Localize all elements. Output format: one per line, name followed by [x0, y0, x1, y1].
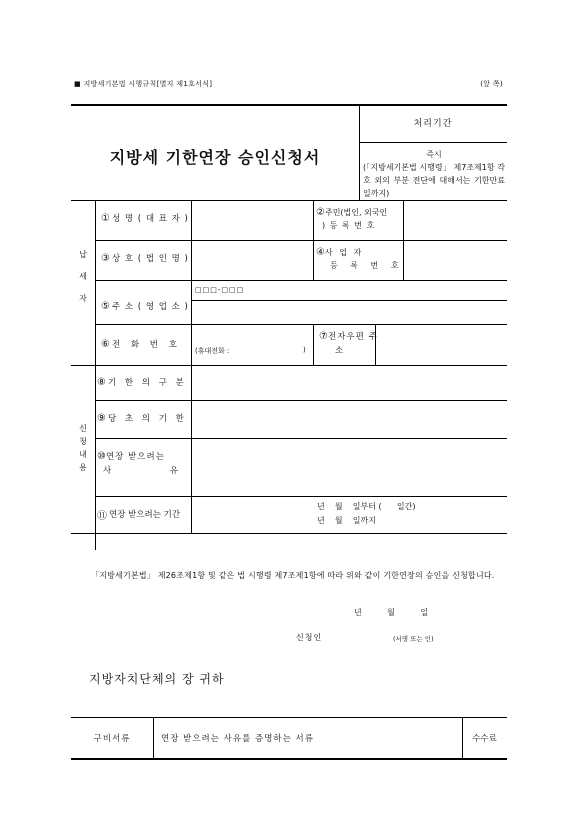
field-name-label — [101, 206, 189, 230]
num-8: ⑧ — [97, 376, 106, 388]
field-phone-label — [101, 332, 181, 356]
required-docs-label: 구비서류 — [93, 733, 131, 744]
original-label-text: 당 초 의 기 한 — [107, 414, 187, 424]
application-section-text: 신청내용 — [79, 424, 87, 472]
processing-condition: (「지방세기본법 시행령」 제7조제1항 각 호 외의 부분 전단에 대해서는 기한만료일까지) — [363, 163, 505, 198]
field-email-label — [319, 330, 378, 358]
field-resident-label — [316, 206, 387, 232]
form-reference: ■ 지방세기본법 시행규칙[별지 제1호서식] — [74, 80, 213, 88]
period-label-text: 연장 받으려는 기간 — [109, 510, 181, 520]
taxpayer-section-text: 납세자 — [79, 250, 87, 303]
field-address-label — [101, 294, 189, 318]
biz-label-2: 등 록 번 호 — [330, 261, 404, 270]
biz-label-1: 사 업 자 — [324, 248, 364, 257]
field-biz-reg-label — [316, 246, 404, 272]
trade-label-text: 상 호 ( 법 인 명 ) — [111, 254, 189, 264]
num-11: ⑪ — [97, 510, 107, 522]
field-original-deadline-label — [97, 406, 187, 430]
num-9: ⑨ — [97, 412, 106, 424]
application-section-label — [71, 422, 95, 479]
period-to-line: 년 월 일까지 — [317, 516, 376, 525]
mobile-phone-close: ) — [303, 346, 306, 354]
field-period-label — [97, 502, 180, 526]
application-form — [71, 104, 507, 760]
category-label-text: 기 한 의 구 분 — [107, 378, 187, 388]
application-statement: 「지방세기본법」 제26조제1항 및 같은 법 시행령 제7조제1항에 따라 위와 같이 기한연장의 승인을 신청합니다. — [91, 571, 495, 580]
processing-period-note — [363, 148, 505, 200]
num-5: ⑤ — [101, 300, 110, 312]
period-from-line: 년 월 일부터 ( 일간) — [317, 502, 416, 511]
processing-period-label: 처리기간 — [413, 119, 453, 129]
field-trade-name-label — [101, 246, 189, 270]
addressee: 지방자치단체의 장 귀하 — [89, 672, 225, 686]
num-7: ⑦ — [319, 331, 328, 342]
signature-note: (서명 또는 인) — [393, 635, 434, 643]
num-1: ① — [101, 212, 110, 224]
taxpayer-section-label — [71, 244, 95, 310]
email-label-2: 소 — [335, 346, 345, 356]
reason-label-1: 연장 받으려는 — [105, 452, 165, 462]
fee-label: 수수료 — [472, 733, 497, 744]
page-side-label: (앞 쪽) — [480, 80, 503, 88]
field-reason-label — [97, 450, 189, 478]
field-category-label — [97, 370, 187, 394]
application-date-line: 년 월 일 — [354, 608, 429, 617]
phone-label-text: 전 화 번 호 — [111, 340, 181, 350]
name-label-text: 성 명 ( 대 표 자 ) — [111, 214, 189, 224]
num-6: ⑥ — [101, 338, 110, 350]
reason-label-2b: 유 — [169, 466, 179, 476]
form-title: 지방세 기한연장 승인신청서 — [109, 147, 321, 167]
applicant-label: 신청인 — [296, 633, 323, 642]
address-label-text: 주 소 ( 영 업 소 ) — [111, 302, 189, 312]
resident-label-2: ) 등 록 번 호 — [322, 221, 376, 230]
required-docs-value: 연장 받으려는 사유를 증명하는 서류 — [161, 733, 314, 744]
processing-immediate: 즉시 — [426, 150, 442, 159]
num-10: ⑩ — [97, 451, 106, 462]
reason-label-2a: 사 — [103, 466, 113, 476]
resident-label-1: 주민(법인, 외국인 — [324, 208, 388, 217]
email-label-1: 전자우편 주 — [327, 332, 378, 342]
postal-code-format: □□□-□□□ — [195, 286, 245, 294]
mobile-phone-open: (휴대전화 : — [195, 347, 230, 355]
num-2: ② — [316, 207, 325, 218]
num-4: ④ — [316, 247, 325, 258]
num-3: ③ — [101, 252, 110, 264]
